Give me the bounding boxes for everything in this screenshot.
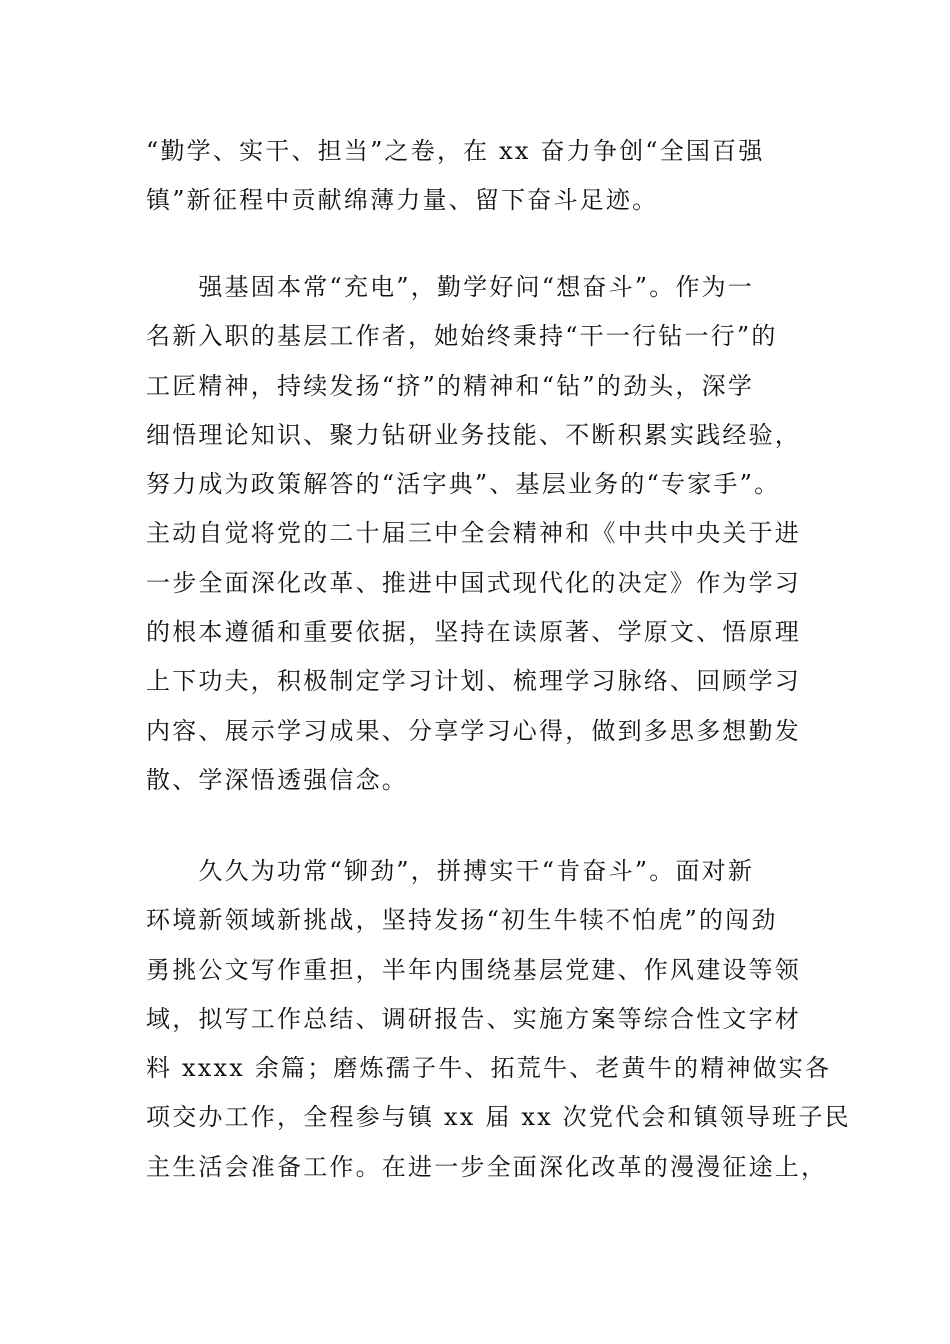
text-line: 工匠精神，持续发扬“挤”的精神和“钻”的劲头，深学: [146, 371, 755, 400]
text-line: 强基固本常“充电”，勤学好问“想奋斗”。作为一: [146, 273, 755, 301]
text-line: 久久为功常“铆劲”，拼搏实干“肯奋斗”。面对新: [146, 857, 755, 885]
text-line: 镇”新征程中贡献绵薄力量、留下奋斗足迹。: [146, 186, 659, 215]
text-line: 努力成为政策解答的“活字典”、基层业务的“专家手”。: [146, 470, 781, 499]
text-line: 内容、展示学习成果、分享学习心得，做到多思多想勤发: [146, 716, 801, 745]
text-line: 料 xxxx 余篇；磨炼孺子牛、拓荒牛、老黄牛的精神做实各: [146, 1054, 832, 1083]
text-line: 一步全面深化改革、推进中国式现代化的决定》作为学习: [146, 568, 801, 597]
paragraph-1: [146, 127, 826, 226]
text-line: 项交办工作，全程参与镇 xx 届 xx 次党代会和镇领导班子民: [146, 1103, 851, 1132]
text-line: 主生活会准备工作。在进一步全面深化改革的漫漫征途上，: [146, 1152, 828, 1181]
text-line: 环境新领域新挑战，坚持发扬“初生牛犊不怕虎”的闯劲: [146, 906, 778, 935]
paragraph-3: [146, 847, 851, 1192]
text-line: 细悟理论知识、聚力钻研业务技能、不断积累实践经验，: [146, 420, 801, 449]
text-line: 勇挑公文写作重担，半年内围绕基层党建、作风建设等领: [146, 955, 801, 984]
text-line: 名新入职的基层工作者，她始终秉持“干一行钻一行”的: [146, 322, 778, 351]
text-line: 散、学深悟透强信念。: [146, 765, 408, 794]
text-line: 主动自觉将党的二十届三中全会精神和《中共中央关于进: [146, 519, 801, 548]
paragraph-2: [146, 263, 826, 805]
text-line: 的根本遵循和重要依据，坚持在读原著、学原文、悟原理: [146, 618, 801, 647]
text-line: “勤学、实干、担当”之卷，在 xx 奋力争创“全国百强: [146, 137, 765, 165]
text-line: 上下功夫，积极制定学习计划、梳理学习脉络、回顾学习: [146, 667, 801, 696]
text-line: 域，拟写工作总结、调研报告、实施方案等综合性文字材: [146, 1004, 801, 1033]
